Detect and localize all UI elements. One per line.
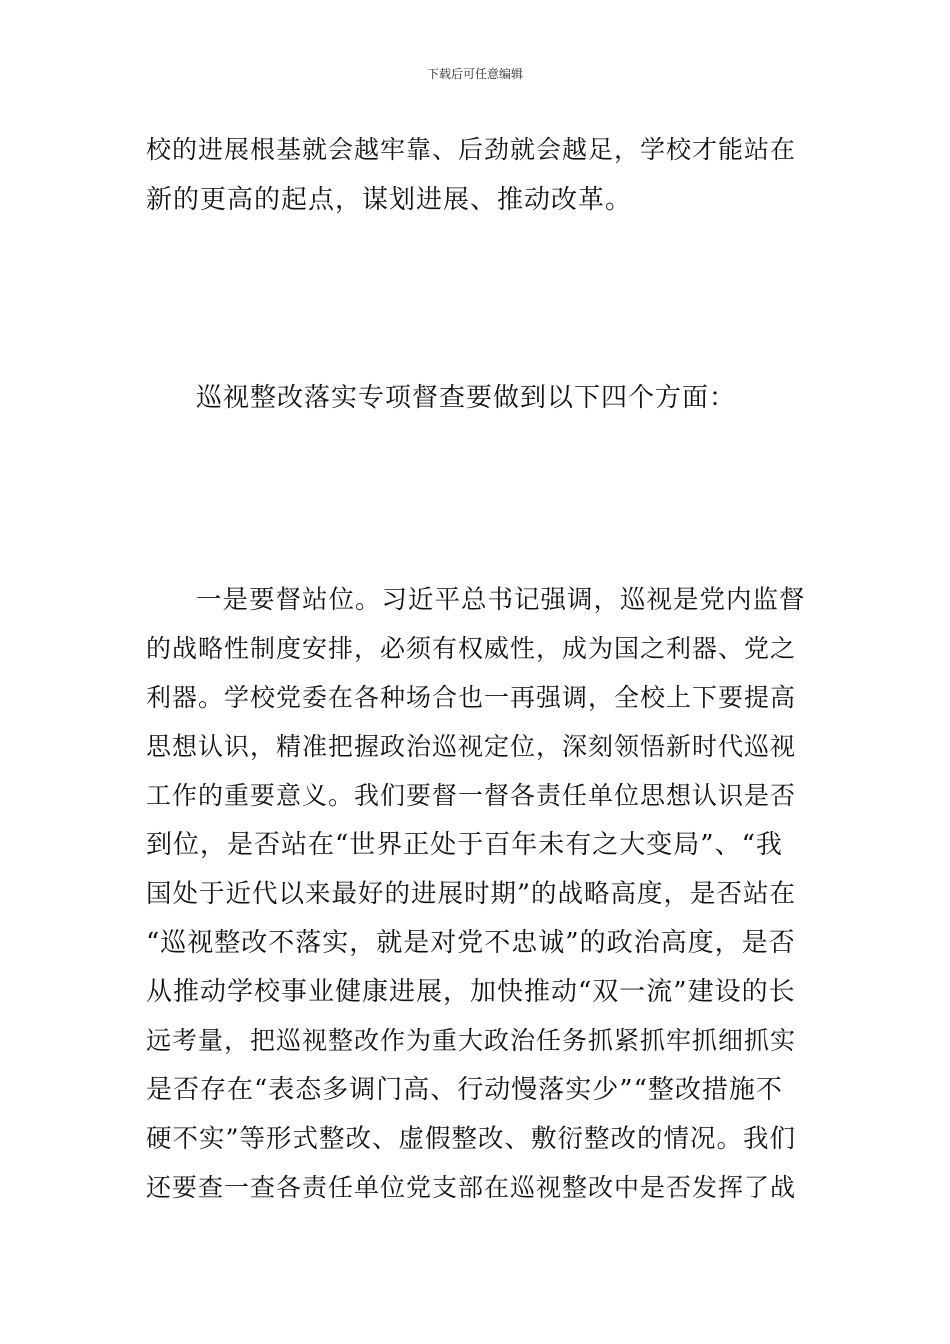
text-line: 工作的重要意义。我们要督一督各责任单位思想认识是否 bbox=[146, 781, 797, 810]
text-line: 到位，是否站在“世界正处于百年未有之大变局”、“我 bbox=[146, 830, 783, 860]
section-intro-line: 巡视整改落实专项督查要做到以下四个方面： bbox=[196, 383, 737, 413]
text-line: 利器。学校党委在各种场合也一再强调，全校上下要提高 bbox=[146, 683, 797, 712]
text-line: 远考量，把巡视整改作为重大政治任务抓紧抓牢抓细抓实 bbox=[146, 1026, 797, 1055]
text-line: 新的更高的起点，谋划进展、推动改革。 bbox=[146, 185, 633, 215]
text-line: 国处于近代以来最好的进展时期”的战略高度，是否站在 bbox=[146, 879, 797, 909]
text-line: 还要查一查各责任单位党支部在巡视整改中是否发挥了战 bbox=[146, 1173, 797, 1202]
text-line: 从推动学校事业健康进展，加快推动“双一流”建设的长 bbox=[146, 977, 796, 1007]
text-line: 是否存在“表态多调门高、行动慢落实少”“整改措施不 bbox=[146, 1075, 783, 1105]
text-line: 一是要督站位。习近平总书记强调，巡视是党内监督 bbox=[196, 585, 806, 615]
text-line: 的战略性制度安排，必须有权威性，成为国之利器、党之 bbox=[146, 634, 797, 663]
text-line: 硬不实”等形式整改、虚假整改、敷衍整改的情况。我们 bbox=[146, 1124, 797, 1154]
page-header: 下载后可任意编辑 bbox=[426, 67, 523, 81]
text-line: 思想认识，精准把握政治巡视定位，深刻领悟新时代巡视 bbox=[146, 732, 797, 761]
text-line: “巡视整改不落实，就是对党不忠诚”的政治高度，是否 bbox=[146, 928, 796, 958]
text-line: 校的进展根基就会越牢靠、后劲就会越足，学校才能站在 bbox=[146, 135, 797, 164]
